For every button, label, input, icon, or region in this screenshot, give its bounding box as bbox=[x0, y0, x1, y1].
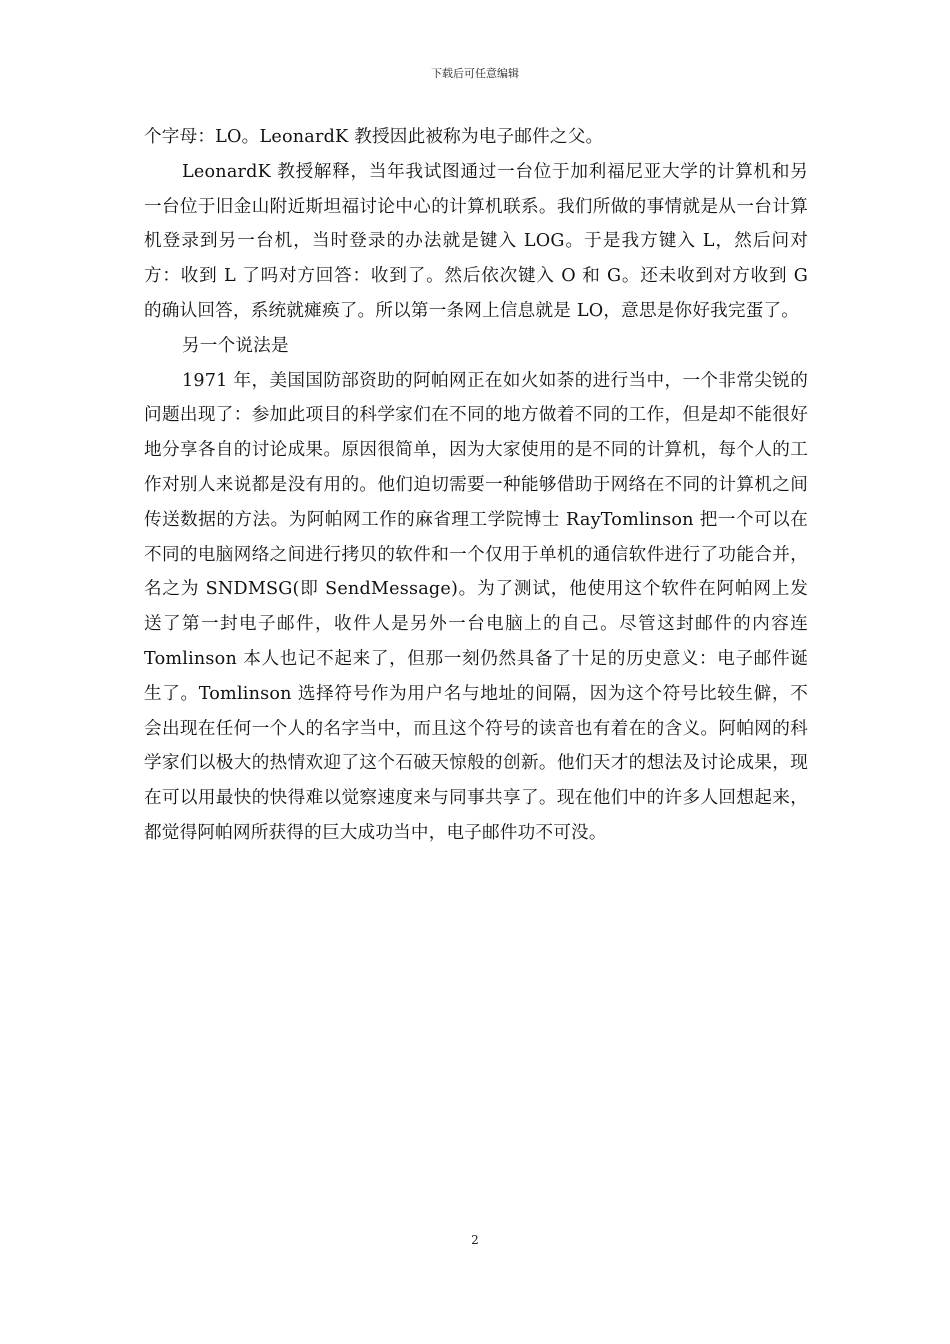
paragraph-leonard-explanation: LeonardK 教授解释，当年我试图通过一台位于加利福尼亚大学的计算机和另一台位于旧金山附近斯坦福讨论中心的计算机联系。我们所做的事情就是从一台计算机登录到另一台机，当时登录的办法就是键入 LOG。于是我方键入 L，然后问对方：收到 L 了吗对方回答：收到了。然后依次键入 O 和 G。还未收到对方收到 G 的确认回答，系统就瘫痪了。所以第一条网上信息就是 LO，意思是你好我完蛋了。 bbox=[144, 161, 808, 321]
document-body bbox=[144, 120, 808, 851]
paragraph-continuation: 个字母：LO。LeonardK 教授因此被称为电子邮件之父。 bbox=[144, 127, 604, 147]
paragraph-tomlinson-history: 1971 年，美国国防部资助的阿帕网正在如火如荼的进行当中，一个非常尖锐的问题出现了：参加此项目的科学家们在不同的地方做着不同的工作，但是却不能很好地分享各自的讨论成果。原因很简单，因为大家使用的是不同的计算机，每个人的工作对别人来说都是没有用的。他们迫切需要一种能够借助于网络在不同的计算机之间传送数据的方法。为阿帕网工作的麻省理工学院博士 RayTomlinson 把一个可以在不同的电脑网络之间进行拷贝的软件和一个仅用于单机的通信软件进行了功能合并，名之为 SNDMSG(即 SendMessage)。为了测试，他使用这个软件在阿帕网上发送了第一封电子邮件，收件人是另外一台电脑上的自己。尽管这封邮件的内容连 Tomlinson 本人也记不起来了，但那一刻仍然具备了十足的历史意义：电子邮件诞生了。Tomlinson 选择符号作为用户名与地址的间隔，因为这个符号比较生僻，不会出现在任何一个人的名字当中，而且这个符号的读音也有着在的含义。阿帕网的科学家们以极大的热情欢迎了这个石破天惊般的创新。他们天才的想法及讨论成果，现在可以用最快的快得难以觉察速度来与同事共享了。现在他们中的许多人回想起来，都觉得阿帕网所获得的巨大成功当中，电子邮件功不可没。 bbox=[144, 370, 808, 843]
page-number: 2 bbox=[471, 1233, 479, 1247]
page-header: 下载后可任意编辑 bbox=[431, 67, 519, 80]
paragraph-another-version: 另一个说法是 bbox=[182, 335, 289, 356]
